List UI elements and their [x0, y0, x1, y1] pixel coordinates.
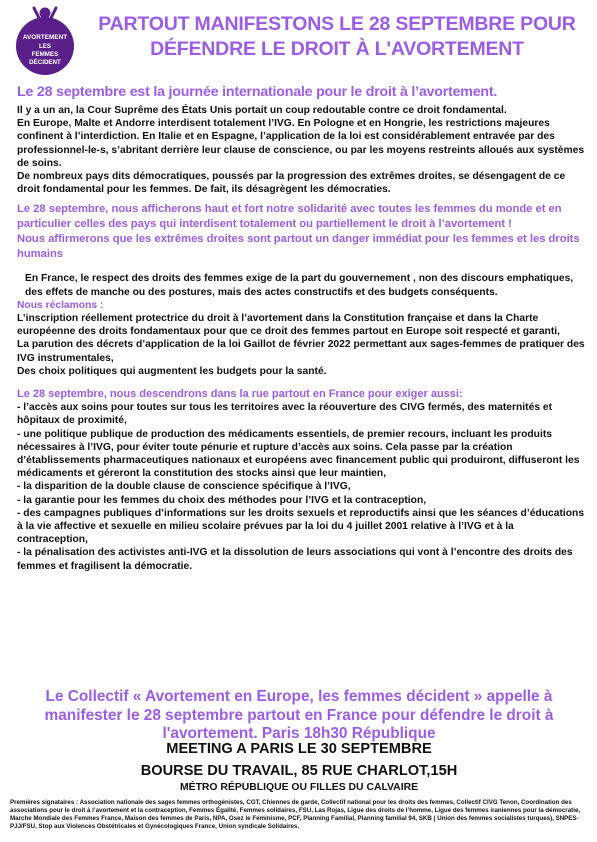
demand-item-1: L’inscription réellement protectrice du droit à l’avortement dans la Constitution française et dans la Charte européenne des droits fondamentaux pour que ce droit des femmes partout en Europe soit respecté et garanti,: [17, 313, 560, 338]
intro-paragraph-3: De nombreux pays dits démocratiques, poussés par la progression des extrêmes droites, se désengagent de ce droit fondamental pour les femmes. De fait, ils désagrègent les démocraties.: [17, 171, 566, 196]
demands-heading: Nous réclamons :: [17, 299, 104, 311]
meeting-address: BOURSE DU TRAVAIL, 85 RUE CHARLOT,15H: [140, 763, 458, 779]
street-heading: Le 28 septembre, nous descendrons dans la rue partout en France pour exiger aussi:: [17, 388, 463, 401]
svg-text:AVORTEMENT: AVORTEMENT: [22, 34, 68, 41]
street-item-1: - l’accès aux soins pour toutes sur tous les territoires avec la réouverture des CIVG fermés, des maternités et hôpitaux de proximité,: [17, 402, 553, 427]
svg-text:DÉCIDENT: DÉCIDENT: [29, 59, 61, 66]
collectif-logo: [12, 6, 78, 84]
intro-paragraph-2: En Europe, Malte et Andorre interdisent totalement l’IVG. En Pologne et en Hongrie, les restrictions majeures confinent à l’interdiction. En Italie et en Espagne, l’application de la loi est considérablement entravée par des professionnel-le-s, s’abritant derrière leur clause de conscience, ou par les moyens restreints alloués aux systèmes de soins.: [17, 118, 585, 169]
meeting-metro: MÉTRO RÉPUBLIQUE OU FILLES DU CALVAIRE: [179, 782, 419, 793]
street-item-2: - une politique publique de production des médicaments essentiels, de premier recours, incluant les produits nécessaires à l’IVG, pour éviter toute pénurie et rupture d’accès aux soins. Cela passe par la création d’établissements pharmaceutiques nationaux et européens avec financement public qui produiront, diffuseront les médicaments et géreront la constitution des stocks ainsi que leur maintien,: [17, 428, 580, 480]
street-item-4: - la garantie pour les femmes du choix des méthodes pour l’IVG et la contraception,: [17, 494, 427, 506]
meeting-date: MEETING A PARIS LE 30 SEPTEMBRE: [166, 741, 432, 757]
street-item-3: - la disparition de la double clause de conscience spécifique à l’IVG,: [17, 481, 351, 493]
street-item-6: - la pénalisation des activistes anti-IVG et la dissolution de leurs associations qui vont à l’encontre des droits des femmes et fragilisent la démocratie.: [17, 547, 573, 572]
logo-silhouette-icon: [12, 6, 78, 84]
lead-heading: Le 28 septembre est la journée internationale pour le droit à l’avortement.: [17, 84, 498, 100]
demand-item-2: La parution des décrets d’application de la loi Gaillot de février 2022 permettant aux sages-femmes de pratiquer des IVG instrumentales,: [17, 339, 585, 364]
france-paragraph: En France, le respect des droits des femmes exige de la part du gouvernement , non des discours emphatiques, des effets de manche ou des postures, mais des actes constructifs et des budgets conséquents.: [25, 273, 574, 298]
signatories: Premières signataires : Association nationale des sages femmes orthogénistes, CGT, Chiennes de garde, Collectif national pour les droits des femmes, Collectif CIVG Tenon, Coordination des associations pour le droit à l’avortement et la contraception, Femmes Égalité, Femmes solidaires, FSU, Las Rojas, Ligue des droits de l’homme, Ligue des femmes iraniennes pour la démocratie, Marche Mondiale des Femmes France, Maison des femmes de Paris, NPA, Osez le Féminisme, PCF, Planning Familial, Planning familial 94, SKB ( Union des femmes socialistes turques), SNPES-PJJ/FSU, Stop aux Violences Obstétricales et Gynécologiques France, Union syndicale Solidaires.: [10, 799, 581, 830]
solidarity-paragraph-2: Nous affirmerons que les extrêmes droites sont partout un danger immédiat pour les femmes et les droits humains: [17, 233, 580, 261]
svg-text:LES: LES: [38, 43, 52, 50]
page-title: [84, 12, 590, 62]
street-item-5: - des campagnes publiques d’informations sur les droits sexuels et reproductifs ainsi que les séances d’éducations à la vie affective et sexuelle en milieu scolaire prévues par la loi du 4 juillet 2001 relative à l’IVG et à la contraception,: [17, 507, 585, 546]
svg-text:FEMMES: FEMMES: [31, 51, 59, 58]
call-to-action: Le Collectif « Avortement en Europe, les femmes décident » appelle à manifester le 28 septembre partout en France pour défendre le droit à l'avortement. Paris 18h30 République: [44, 688, 554, 742]
solidarity-paragraph-1: Le 28 septembre, nous afficherons haut et fort notre solidarité avec toutes les femmes du monde et en particulier celles des pays qui interdisent totalement ou partiellement le droit à l’avortement !: [17, 203, 562, 231]
title-line-1: PARTOUT MANIFESTONS LE 28 SEPTEMBRE POUR: [98, 13, 576, 35]
main-content: [17, 84, 585, 573]
title-line-2: DÉFENDRE LE DROIT À L'AVORTEMENT: [150, 38, 524, 60]
intro-paragraph-1: Il y a un an, la Cour Suprême des États Unis portait un coup redoutable contre ce droit fondamental.: [17, 105, 507, 116]
demand-item-3: Des choix politiques qui augmentent les budgets pour la santé.: [17, 365, 327, 377]
